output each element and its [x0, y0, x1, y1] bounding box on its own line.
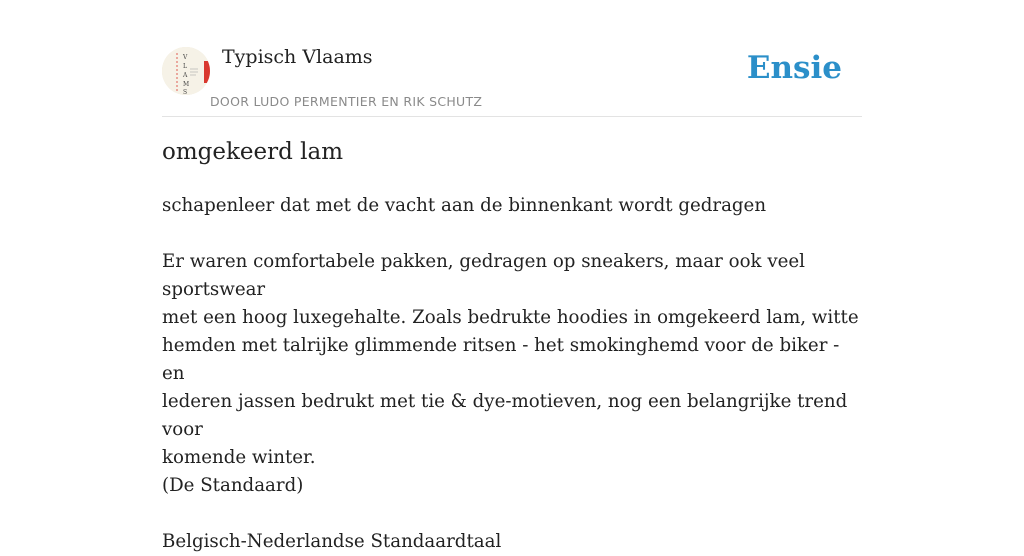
example-line: komende winter.	[162, 447, 316, 468]
entry-card	[162, 0, 862, 552]
paragraph-spacer	[162, 220, 862, 248]
svg-text:M: M	[183, 81, 190, 88]
example-line: met een hoog luxegehalte. Zoals bedrukte hoodies in omgekeerd lam, witte	[162, 307, 859, 328]
svg-text:A: A	[183, 72, 188, 79]
book-authors: DOOR LUDO PERMENTIER EN RIK SCHUTZ	[210, 94, 483, 109]
entry-header	[162, 44, 862, 117]
entry-definition: schapenleer dat met de vacht aan de binnenkant wordt gedragen	[162, 195, 767, 216]
ensie-logo[interactable]: Ensie	[746, 50, 842, 86]
example-line: hemden met talrijke glimmende ritsen - het smokinghemd voor de biker - en	[162, 335, 840, 384]
example-source: (De Standaard)	[162, 475, 304, 496]
entry-body	[162, 192, 862, 556]
book-cover-icon[interactable]	[162, 47, 210, 95]
language-label: Belgisch-Nederlandse Standaardtaal	[162, 531, 502, 552]
book-title[interactable]: Typisch Vlaams	[222, 46, 373, 68]
example-line: lederen jassen bedrukt met tie & dye-motieven, nog een belangrijke trend voor	[162, 391, 848, 440]
svg-text:S: S	[183, 89, 188, 95]
example-line: Er waren comfortabele pakken, gedragen op sneakers, maar ook veel sportswear	[162, 251, 805, 300]
entry-term: omgekeerd lam	[162, 139, 344, 165]
svg-text:L: L	[183, 63, 187, 70]
paragraph-spacer	[162, 500, 862, 528]
svg-text:V: V	[183, 54, 188, 61]
